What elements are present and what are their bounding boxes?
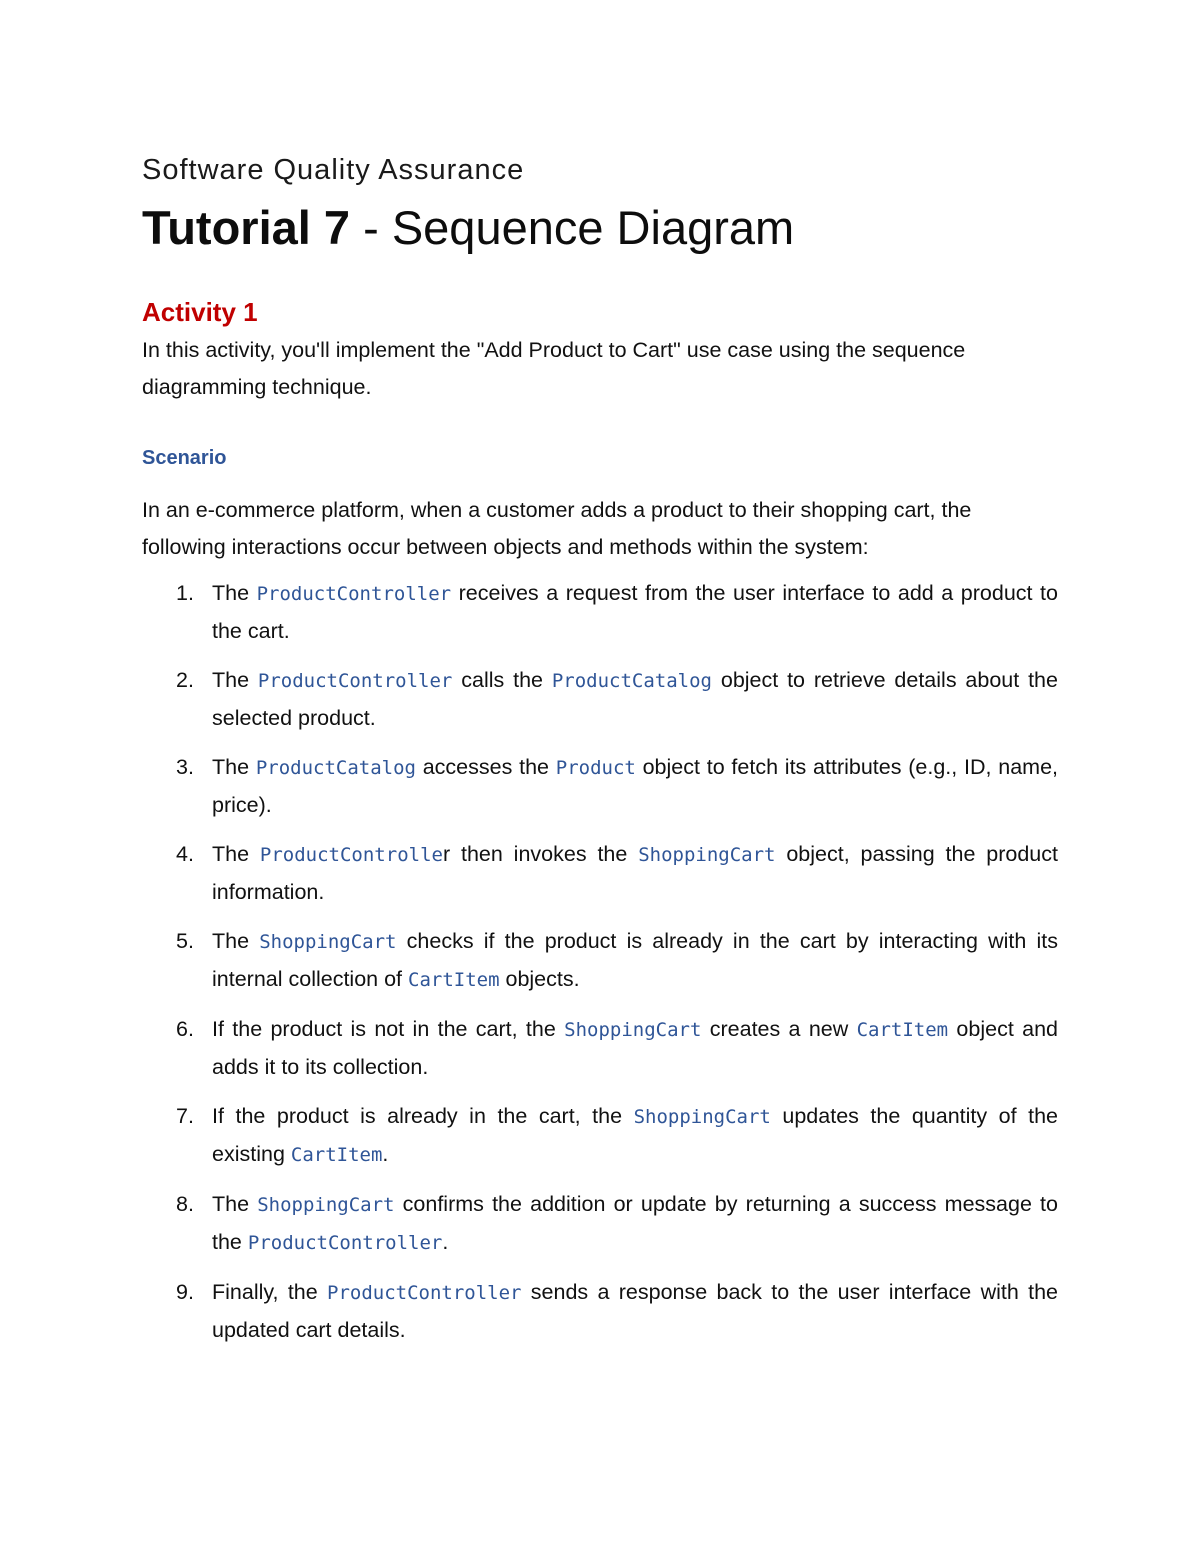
- class-name: ShoppingCart: [638, 844, 776, 866]
- step-number: 5.: [176, 929, 194, 953]
- list-item: [142, 662, 1058, 737]
- step-number: 8.: [176, 1192, 194, 1216]
- class-name: CartItem: [408, 969, 500, 991]
- step-text: updates the quantity of the existing: [212, 1104, 1058, 1166]
- step-text: The: [212, 581, 257, 605]
- class-name: ProductController: [327, 1282, 522, 1304]
- step-number: 3.: [176, 755, 194, 779]
- step-text: The: [212, 842, 260, 866]
- step-number: 7.: [176, 1104, 194, 1128]
- step-text: objects.: [499, 967, 580, 991]
- class-name: Product: [555, 757, 636, 779]
- list-item: [142, 1098, 1058, 1174]
- class-name: CartItem: [290, 1144, 383, 1166]
- list-item: [142, 1011, 1058, 1086]
- activity-intro: In this activity, you'll implement the "Add Product to Cart" use case using the sequence diagramming technique.: [142, 338, 966, 399]
- step-text: receives a request from the user interface to add a product to the cart.: [212, 581, 1058, 643]
- step-text: object to fetch its attributes (e.g., ID, name, price).: [212, 755, 1058, 817]
- class-name: ProductCatalog: [255, 757, 416, 779]
- step-text: creates a new: [701, 1017, 857, 1041]
- step-text: The: [212, 1192, 258, 1216]
- step-text: The: [212, 755, 256, 779]
- list-item: [142, 1274, 1058, 1349]
- class-name: ProductController: [247, 1232, 443, 1254]
- class-name: ProductController: [257, 670, 453, 692]
- document-page: [142, 150, 1058, 1361]
- step-text: confirms the addition or update by returning a success message to the: [212, 1192, 1058, 1254]
- step-number: 4.: [176, 842, 194, 866]
- list-item: [142, 1186, 1058, 1262]
- step-text: sends a response back to the user interface with the updated cart details.: [212, 1280, 1058, 1342]
- list-item: [142, 836, 1058, 911]
- step-text: The: [212, 668, 258, 692]
- class-name: ShoppingCart: [633, 1106, 771, 1128]
- class-name: ProductCatalog: [551, 670, 712, 692]
- course-name: Software Quality Assurance: [142, 154, 525, 186]
- step-number: 2.: [176, 668, 194, 692]
- class-name: ShoppingCart: [564, 1019, 702, 1041]
- step-text: .: [382, 1142, 389, 1166]
- step-text: object and adds it to its collection.: [212, 1017, 1058, 1079]
- step-number: 1.: [176, 581, 194, 605]
- scenario-steps-list: [142, 575, 1058, 1349]
- step-text: checks if the product is already in the cart by interacting with its internal collection of: [212, 929, 1058, 991]
- step-text: object to retrieve details about the selected product.: [212, 668, 1058, 730]
- step-number: 6.: [176, 1017, 194, 1041]
- list-item: [142, 575, 1058, 650]
- class-name: ShoppingCart: [257, 1194, 395, 1216]
- step-text: object, passing the product information.: [212, 842, 1058, 904]
- activity-heading: Activity 1: [142, 297, 258, 327]
- title-tutorial-number: Tutorial 7: [142, 201, 351, 254]
- step-text: .: [442, 1230, 449, 1254]
- class-name: CartItem: [856, 1019, 949, 1041]
- page-title: [142, 196, 1058, 260]
- title-topic: - Sequence Diagram: [350, 201, 795, 254]
- class-name: ProductController: [256, 583, 452, 605]
- scenario-intro: In an e-commerce platform, when a customer adds a product to their shopping cart, the following interactions occur between objects and methods within the system:: [142, 498, 972, 559]
- step-number: 9.: [176, 1280, 194, 1304]
- class-name: ShoppingCart: [259, 931, 397, 953]
- scenario-heading: Scenario: [142, 447, 227, 469]
- step-text: The: [212, 929, 260, 953]
- step-text: r then invokes the: [442, 842, 639, 866]
- step-text: Finally, the: [212, 1280, 328, 1304]
- step-text: If the product is not in the cart, the: [212, 1017, 565, 1041]
- class-name: ProductControlle: [259, 844, 443, 866]
- list-item: [142, 749, 1058, 824]
- step-text: If the product is already in the cart, the: [212, 1104, 634, 1128]
- list-item: [142, 923, 1058, 999]
- step-text: accesses the: [415, 755, 556, 779]
- step-text: calls the: [452, 668, 552, 692]
